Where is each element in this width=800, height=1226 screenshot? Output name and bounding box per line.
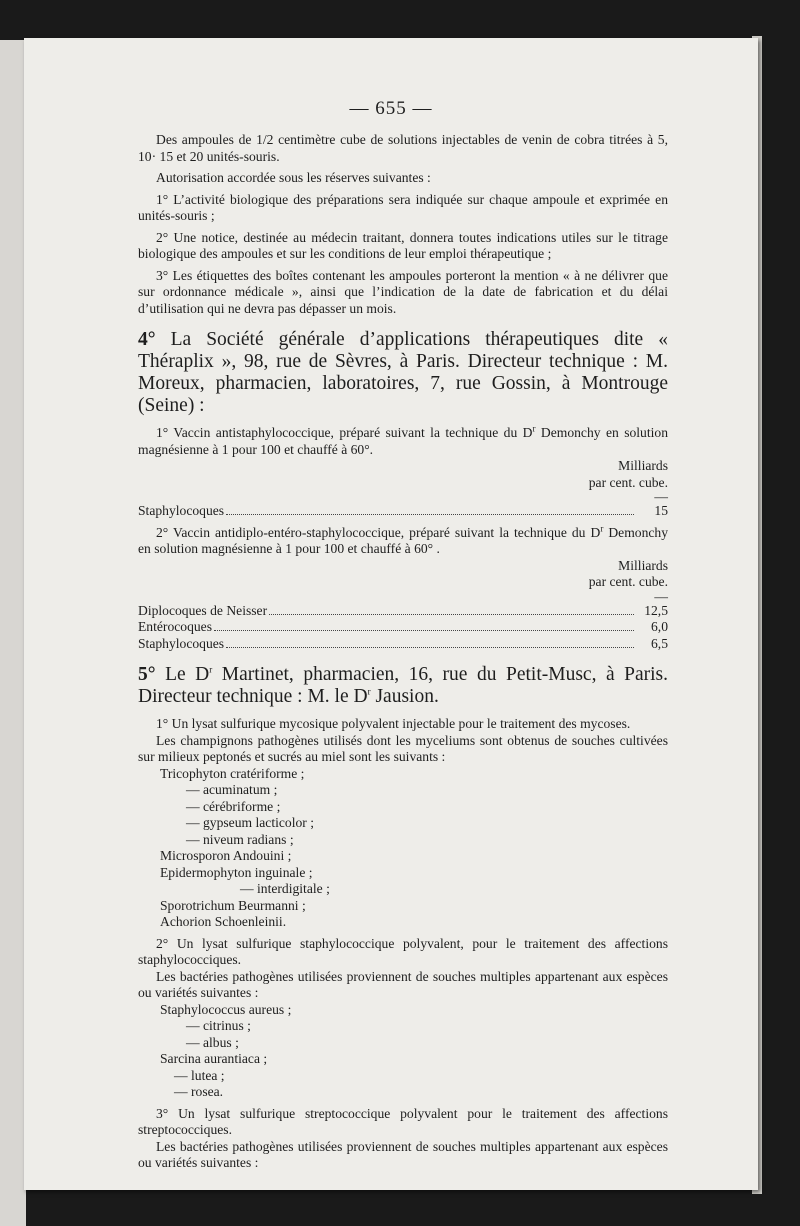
fungi-intro: Les champignons pathogènes utilisés dont les myceliums sont obtenus de souches cultivées sur milieux peptonés et sucrés au miel sont les suivants : [138,732,668,764]
lysate-3-paragraph: 3° Un lysat sulfurique streptococcique polyvalent pour le traitement des affections streptococciques. [138,1105,668,1137]
section-4-title: La Société générale d’applications thérapeutiques dite « Théraplix », 98, rue de Sèvres, à Paris. Directeur technique : M. Moreux, pharmacien, laboratoires, 7, rue Gossin, à Montrouge (Seine) : [138,329,668,416]
section-4-heading [138,329,668,417]
row-label: Staphylocoques [138,635,225,651]
previous-page-edge [0,40,26,1226]
lysate-2-paragraph: 2° Un lysat sulfurique staphylococcique polyvalent, pour le traitement des affections staphylococciques. [138,935,668,967]
vaccine-1-table [138,503,668,520]
list-item: — interdigitale ; [240,881,330,896]
unit-separator-b: — [654,588,668,604]
fungi-list [138,766,668,931]
row-label: Staphylocoques [138,503,225,518]
table-row [138,636,668,653]
list-item: Epidermophyton inguinale ; [160,864,313,880]
table-row [138,619,668,636]
row-value: 15 [654,503,668,518]
unit-label-2b: par cent. cube. [588,574,668,589]
section-5-number: 5° [138,664,156,685]
list-item: — lutea ; [174,1067,225,1083]
list-item: Tricophyton cratériforme ; [160,765,305,781]
row-label: Entérocoques [138,619,212,634]
bacteria-intro-2: Les bactéries pathogènes utilisées proviennent de souches multiples appartenant aux espèces ou variétés suivantes : [138,1138,668,1170]
table-row [138,503,668,520]
list-item: — gypseum lacticolor ; [186,815,314,830]
lysate-1-paragraph: 1° Un lysat sulfurique mycosique polyvalent injectable pour le traitement des mycoses. [156,716,631,731]
list-item: — niveum radians ; [186,831,294,847]
vaccine-2-table [138,603,668,653]
list-item: Staphylococcus aureus ; [160,1001,292,1017]
leader-dots [214,630,634,631]
list-item: — rosea. [174,1084,224,1099]
row-value: 12,5 [644,602,668,618]
section-5-heading: 5° Le $D^r$ Martinet, pharmacien, 16, rue du Petit-Musc, à Paris. Directeur technique : M. le $D^r$ Jausion. [138,664,669,707]
list-item: Sporotrichum Beurmanni ; [160,897,306,913]
page-number: — 655 — [349,98,433,119]
list-item: Sarcina aurantiaca ; [160,1051,268,1066]
unit-label-1: Milliards [618,458,668,473]
condition-1: 1° L’activité biologique des préparations sera indiquée sur chaque ampoule et exprimée en unités-souris ; [138,191,668,223]
leader-dots [226,647,634,648]
page-content [138,132,668,1172]
list-item: — acuminatum ; [186,782,278,797]
leader-dots [269,614,634,615]
bacteria-list [138,1002,668,1101]
intro-paragraph: Des ampoules de 1/2 centimètre cube de solutions injectables de venin de cobra titrées à 5, 10· 15 et 20 unités-souris. [138,132,668,164]
table-row [138,603,668,620]
leader-dots [226,514,634,515]
list-item: — albus ; [186,1034,239,1050]
row-label: Diplocoques de Neisser [138,602,268,618]
authorization-paragraph: Autorisation accordée sous les réserves suivantes : [156,170,431,185]
list-item: Microsporon Andouini ; [160,848,292,863]
condition-2: 2° Une notice, destinée au médecin traitant, donnera toutes indications utiles sur le titrage biologique des ampoules et sur les conditions de leur emploi thérapeutique ; [138,229,668,261]
unit-separator: — [654,489,668,504]
list-item: — citrinus ; [186,1018,251,1033]
list-item: Achorion Schoenleinii. [160,914,287,929]
vaccine-2-description: 2° Vaccin antidiplo-entéro-staphylococcique, préparé suivant la technique du $D^r$ Demonchy en solution magnésienne à 1 pour 100 et chauffé à 60° . [138,522,668,556]
bacteria-intro-1: Les bactéries pathogènes utilisées proviennent de souches multiples appartenant aux espèces ou variétés suivantes : [138,968,668,1000]
row-value: 6,0 [651,619,668,634]
document-page [24,38,758,1190]
vaccine-1-description: 1° Vaccin antistaphylococcique, préparé suivant la technique du $D^r$ Demonchy en solution magnésienne à 1 pour 100 et chauffé à 60°. [138,423,668,457]
section-4-number: 4° [138,329,156,350]
unit-label-1b: Milliards [618,557,668,573]
row-value: 6,5 [651,635,668,651]
list-item: — cérébriforme ; [186,798,281,814]
unit-label-2: par cent. cube. [588,474,668,490]
condition-3: 3° Les étiquettes des boîtes contenant les ampoules porteront la mention « à ne délivrer que sur ordonnance médicale », ainsi que l’indication de la date de fabrication et du délai d’utilisation qui ne devra pas dépasser un mois. [138,267,668,316]
